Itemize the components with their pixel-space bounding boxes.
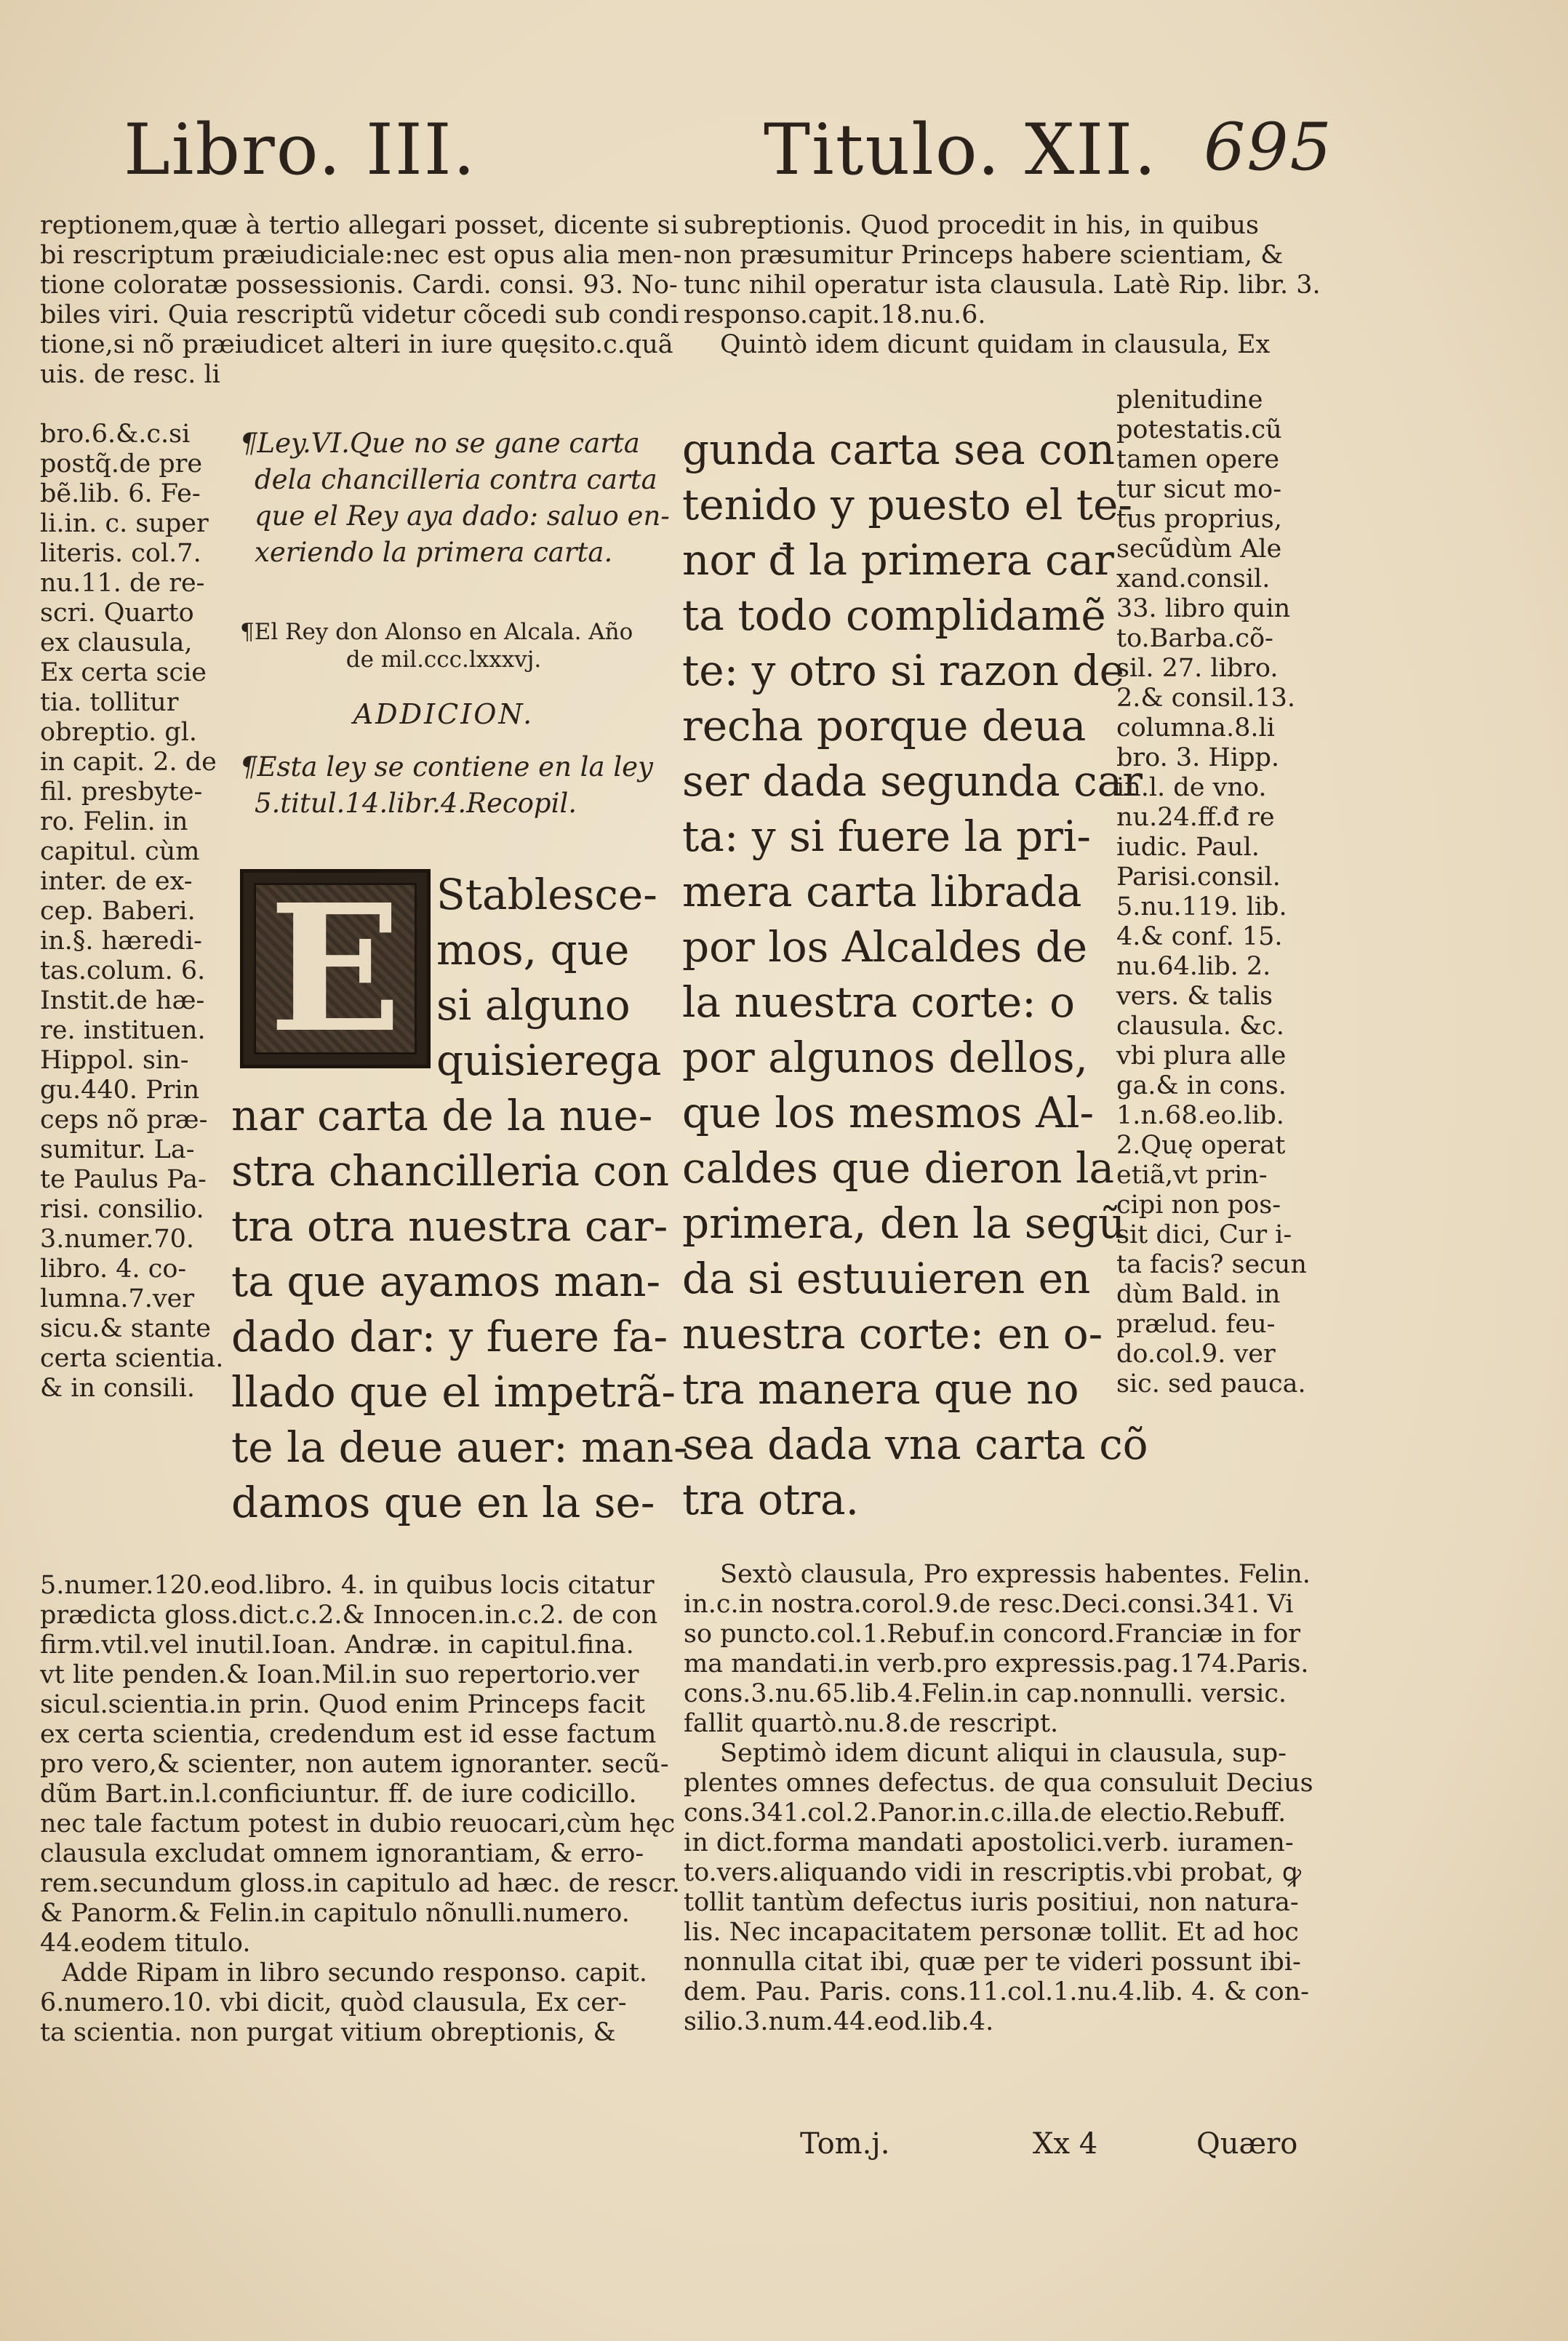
ley-line: mos, que	[436, 925, 630, 975]
margin-line: in.§. hæredi-	[40, 927, 202, 956]
gloss-line: Septimò idem dicunt aliqui in clausula, sup-	[720, 1739, 1287, 1768]
gloss-line: silio.3.num.44.eod.lib.4.	[684, 2007, 994, 2036]
gloss-line: tollit tantùm defectus iuris positiui, non natura-	[684, 1888, 1299, 1917]
ley-line: stra chancilleria con	[231, 1146, 670, 1196]
gloss-line: Quintò idem dicunt quidam in clausula, Ex	[720, 330, 1271, 359]
ley-line: da si estuuieren en	[682, 1254, 1091, 1303]
ley-line: gunda carta sea con	[682, 425, 1115, 474]
gloss-line: 6.numero.10. vbi dicit, quòd clausula, Ex cer-	[40, 1988, 627, 2017]
ley-line: damos que en la se-	[231, 1478, 655, 1527]
margin-line: libro. 4. co-	[40, 1254, 187, 1284]
ley-line: llado que el impetrã-	[231, 1367, 676, 1417]
ley-line: nuestra corte: en o-	[682, 1309, 1103, 1358]
drop-cap-letter: E	[268, 866, 402, 1071]
gloss-line: rem.secundum gloss.in capitulo ad hæc. de rescr.	[40, 1869, 680, 1898]
margin-line: nu.24.ff.đ re	[1116, 803, 1275, 832]
margin-line: ceps nõ præ-	[40, 1105, 208, 1135]
margin-line: etiã,vt prin-	[1116, 1161, 1268, 1190]
margin-line: xand.consil.	[1116, 564, 1271, 593]
footer-catchword: Quæro	[1196, 2127, 1298, 2161]
gloss-line: nonnulla citat ibi, quæ per te videri possunt ibi-	[684, 1948, 1301, 1977]
gloss-line: 44.eodem titulo.	[40, 1929, 251, 1958]
margin-line: bẽ.lib. 6. Fe-	[40, 479, 201, 508]
ley-line: por los Alcaldes de	[682, 922, 1088, 972]
margin-line: tus proprius,	[1116, 505, 1282, 534]
gloss-line: Adde Ripam in libro secundo responso. capit.	[62, 1958, 647, 1988]
footer-volume: Tom.j.	[800, 2127, 890, 2161]
running-header-title: Titulo. XII.	[764, 109, 1158, 191]
ley-heading-line: ¶Ley.VI.Que no se gane carta	[240, 428, 640, 459]
margin-line: fil. presbyte-	[40, 777, 203, 807]
margin-line: potestatis.cũ	[1116, 415, 1282, 444]
margin-line: literis. col.7.	[40, 539, 201, 568]
ley-line: tra otra.	[682, 1475, 860, 1524]
left-top-gloss	[40, 211, 682, 390]
gloss-line: fallit quartò.nu.8.de rescript.	[684, 1709, 1059, 1738]
margin-line: postq̃.de pre	[40, 449, 203, 479]
gloss-line: tione coloratæ possessionis. Cardi. consi. 93. No-	[40, 271, 678, 300]
margin-line: & in consili.	[40, 1374, 196, 1403]
margin-line: 1.n.68.eo.lib.	[1116, 1101, 1284, 1130]
ley-line: dado dar: y fuere fa-	[231, 1312, 668, 1361]
ley-heading-line: que el Rey aya dado: saluo en-	[255, 500, 670, 532]
addicion-text	[240, 749, 653, 822]
margin-line: cep. Baberi.	[40, 897, 196, 926]
margin-line: ro. Felin. in	[40, 807, 188, 836]
ley-line: tenido y puesto el te-	[682, 480, 1132, 529]
margin-line: columna.8.li	[1116, 713, 1275, 743]
margin-line: vbi plura alle	[1116, 1041, 1287, 1071]
ley-text-right	[682, 422, 1148, 1527]
gloss-line: reptionem,quæ à tertio allegari posset, dicente si	[40, 211, 679, 240]
gloss-line: plentes omnes defectus. de qua consuluit Decius	[684, 1769, 1313, 1798]
margin-line: to.Barba.cõ-	[1116, 624, 1273, 653]
margin-line: 5.nu.119. lib.	[1116, 892, 1287, 921]
margin-line: Instit.de hæ-	[40, 986, 205, 1015]
gloss-line: subreptionis. Quod procedit in his, in quibus	[684, 211, 1259, 240]
margin-line: Parisi.consil.	[1116, 863, 1281, 892]
ley-line: ta todo complidamẽ	[682, 591, 1106, 640]
ley-line: primera, den la segũ	[682, 1198, 1126, 1248]
margin-line: sit dici, Cur i-	[1116, 1220, 1292, 1249]
ley-heading	[240, 425, 670, 571]
gloss-line: vt lite penden.& Ioan.Mil.in suo repertorio.ver	[40, 1660, 639, 1689]
margin-line: li.in. c. super	[40, 509, 209, 538]
margin-line: re. instituen.	[40, 1016, 206, 1045]
gloss-line: responso.capit.18.nu.6.	[684, 300, 986, 329]
gloss-line: lis. Nec incapacitatem personæ tollit. Et ad hoc	[684, 1918, 1299, 1947]
margin-line: gu.440. Prin	[40, 1076, 200, 1105]
gloss-line: prædicta gloss.dict.c.2.& Innocen.in.c.2. de con	[40, 1601, 658, 1630]
addicion-line: 5.titul.14.libr.4.Recopil.	[255, 788, 577, 819]
addicion-title: ADDICION.	[353, 698, 535, 730]
margin-line: sic. sed pauca.	[1116, 1369, 1306, 1398]
left-bottom-gloss	[40, 1571, 680, 2048]
margin-line: scri. Quarto	[40, 599, 194, 628]
margin-line: bro.6.&.c.si	[40, 420, 191, 449]
margin-line: obreptio. gl.	[40, 718, 198, 747]
margin-line: inter. de ex-	[40, 867, 193, 896]
margin-line: sicu.& stante	[40, 1314, 211, 1343]
ley-line: nor đ la primera car	[682, 535, 1114, 585]
drop-cap-ornament	[240, 866, 431, 1071]
king-line: ¶El Rey don Alonso en Alcala. Año	[240, 619, 633, 645]
gloss-line: tione,si nõ præiudicet alteri in iure quęsito.c.quã	[40, 330, 673, 359]
gloss-line: & Panorm.& Felin.in capitulo nõnulli.numero.	[40, 1899, 630, 1928]
ley-king-note	[240, 618, 647, 673]
gloss-line: ma mandati.in verb.pro expressis.pag.174.Paris.	[684, 1649, 1309, 1678]
ley-line: nar carta de la nue-	[231, 1091, 653, 1140]
margin-line: iudic. Paul.	[1116, 833, 1260, 862]
right-top-gloss	[684, 211, 1321, 360]
ley-line: recha porque deua	[682, 701, 1087, 751]
gloss-line: clausula excludat omnem ignorantiam, & erro-	[40, 1839, 644, 1868]
ley-line: mera carta librada	[682, 867, 1082, 916]
margin-line: tas.colum. 6.	[40, 956, 206, 985]
gloss-line: biles viri. Quia rescriptũ videtur cõcedi sub condi	[40, 300, 679, 329]
gloss-line: Sextò clausula, Pro expressis habentes. Felin.	[720, 1560, 1311, 1589]
margin-line: 4.& conf. 15.	[1116, 922, 1283, 951]
margin-line: in.l. de vno.	[1116, 773, 1267, 802]
margin-line: certa scientia.	[40, 1344, 224, 1373]
gloss-line: 5.numer.120.eod.libro. 4. in quibus locis citatur	[40, 1571, 655, 1600]
margin-line: sumitur. La-	[40, 1135, 195, 1164]
ley-line: ser dada segunda car	[682, 756, 1143, 806]
margin-line: plenitudine	[1116, 385, 1263, 415]
margin-line: 2.Quę operat	[1116, 1131, 1286, 1160]
addicion-line: ¶Esta ley se contiene en la ley	[240, 751, 653, 783]
margin-line: ta facis? secun	[1116, 1250, 1307, 1279]
gloss-line: sicul.scientia.in prin. Quod enim Princeps facit	[40, 1690, 645, 1719]
gloss-line: bi rescriptum præiudiciale:nec est opus alia men-	[40, 241, 682, 270]
ley-text-left	[231, 1088, 688, 1530]
ley-line: si alguno	[436, 980, 631, 1030]
margin-line: cipi non pos-	[1116, 1190, 1281, 1220]
margin-line: ga.& in cons.	[1116, 1071, 1287, 1100]
margin-line: tur sicut mo-	[1116, 475, 1282, 504]
margin-line: nu.64.lib. 2.	[1116, 952, 1271, 981]
margin-line: Ex certa scie	[40, 658, 207, 687]
gloss-line: tunc nihil operatur ista clausula. Latè Rip. libr. 3.	[684, 271, 1321, 300]
margin-line: risi. consilio.	[40, 1195, 204, 1224]
ley-line: Stablesce-	[436, 870, 657, 919]
right-margin-gloss	[1116, 385, 1313, 1399]
ley-heading-line: xeriendo la primera carta.	[255, 537, 613, 568]
page-number: 695	[1204, 109, 1333, 185]
margin-line: tia. tollitur	[40, 688, 179, 717]
gloss-line: dem. Pau. Paris. cons.11.col.1.nu.4.lib. 4. & con-	[684, 1977, 1310, 2006]
gloss-line: nec tale factum potest in dubio reuocari,cùm hęc	[40, 1809, 676, 1838]
ley-line: caldes que dieron la	[682, 1143, 1115, 1193]
margin-line: dùm Bald. in	[1116, 1280, 1281, 1309]
ley-line: tra manera que no	[682, 1364, 1079, 1414]
ley-line: la nuestra corte: o	[682, 977, 1076, 1027]
ley-line: tra otra nuestra car-	[231, 1201, 668, 1251]
margin-line: lumna.7.ver	[40, 1284, 195, 1313]
gloss-line: ex certa scientia, credendum est id esse factum	[40, 1720, 657, 1749]
margin-line: clausula. &c.	[1116, 1012, 1284, 1041]
margin-line: 3.numer.70.	[40, 1225, 195, 1254]
margin-line: nu.11. de re-	[40, 569, 205, 598]
margin-line: te Paulus Pa-	[40, 1165, 207, 1194]
ley-line: te la deue auer: man-	[231, 1422, 688, 1472]
gloss-line: in dict.forma mandati apostolici.verb. iuramen-	[684, 1828, 1294, 1857]
gloss-line: non præsumitur Princeps habere scientiam, &	[684, 241, 1284, 270]
margin-line: tamen opere	[1116, 445, 1280, 474]
gloss-line: so puncto.col.1.Rebuf.in concord.Franciæ in for	[684, 1620, 1300, 1649]
margin-line: vers. & talis	[1116, 982, 1273, 1011]
margin-line: in capit. 2. de	[40, 748, 217, 777]
margin-line: prælud. feu-	[1116, 1310, 1276, 1339]
margin-line: do.col.9. ver	[1116, 1340, 1276, 1369]
ley-line: ta: y si fuere la pri-	[682, 812, 1092, 861]
gloss-line: dũm Bart.in.l.conficiuntur. ff. de iure codicillo.	[40, 1780, 637, 1809]
margin-line: capitul. cùm	[40, 837, 200, 866]
right-bottom-gloss	[684, 1560, 1313, 2037]
margin-line: sil. 27. libro.	[1116, 654, 1279, 683]
gloss-line: firm.vtil.vel inutil.Ioan. Andræ. in capitul.fina.	[40, 1630, 634, 1660]
footer-signature: Xx 4	[1033, 2127, 1098, 2161]
ley-heading-line: dela chancilleria contra carta	[255, 464, 657, 495]
gloss-line: cons.3.nu.65.lib.4.Felin.in cap.nonnulli. versic.	[684, 1679, 1287, 1708]
gloss-line: ta scientia. non purgat vitium obreptionis, &	[40, 2018, 616, 2047]
margin-line: ex clausula,	[40, 628, 193, 657]
ley-text-beside-cap	[436, 867, 662, 1088]
gloss-line: uis. de resc. li	[40, 360, 220, 389]
margin-line: bro. 3. Hipp.	[1116, 743, 1280, 772]
gloss-line: in.c.in nostra.corol.9.de resc.Deci.consi.341. Vi	[684, 1590, 1294, 1619]
ley-line: que los mesmos Al-	[682, 1088, 1095, 1137]
left-margin-gloss	[40, 420, 236, 1404]
gloss-line: to.vers.aliquando vidi in rescriptis.vbi probat, ꝙ	[684, 1858, 1301, 1887]
ley-line: ta que ayamos man-	[231, 1257, 661, 1306]
ley-line: por algunos dellos,	[682, 1033, 1088, 1082]
king-line: de mil.ccc.lxxxvj.	[345, 647, 542, 673]
margin-line: 33. libro quin	[1116, 594, 1291, 623]
running-header-book: Libro. III.	[124, 109, 477, 191]
margin-line: Hippol. sin-	[40, 1046, 189, 1075]
gloss-line: pro vero,& scienter, non autem ignoranter. secũ-	[40, 1750, 669, 1779]
ley-line: te: y otro si razon de	[682, 646, 1124, 695]
gloss-line: cons.341.col.2.Panor.in.c.illa.de electio.Rebuff.	[684, 1798, 1287, 1828]
margin-line: 2.& consil.13.	[1116, 684, 1296, 713]
ley-line: quisierega	[436, 1036, 662, 1085]
ley-line: sea dada vna carta cõ	[682, 1420, 1148, 1469]
margin-line: secũdùm Ale	[1116, 535, 1282, 564]
